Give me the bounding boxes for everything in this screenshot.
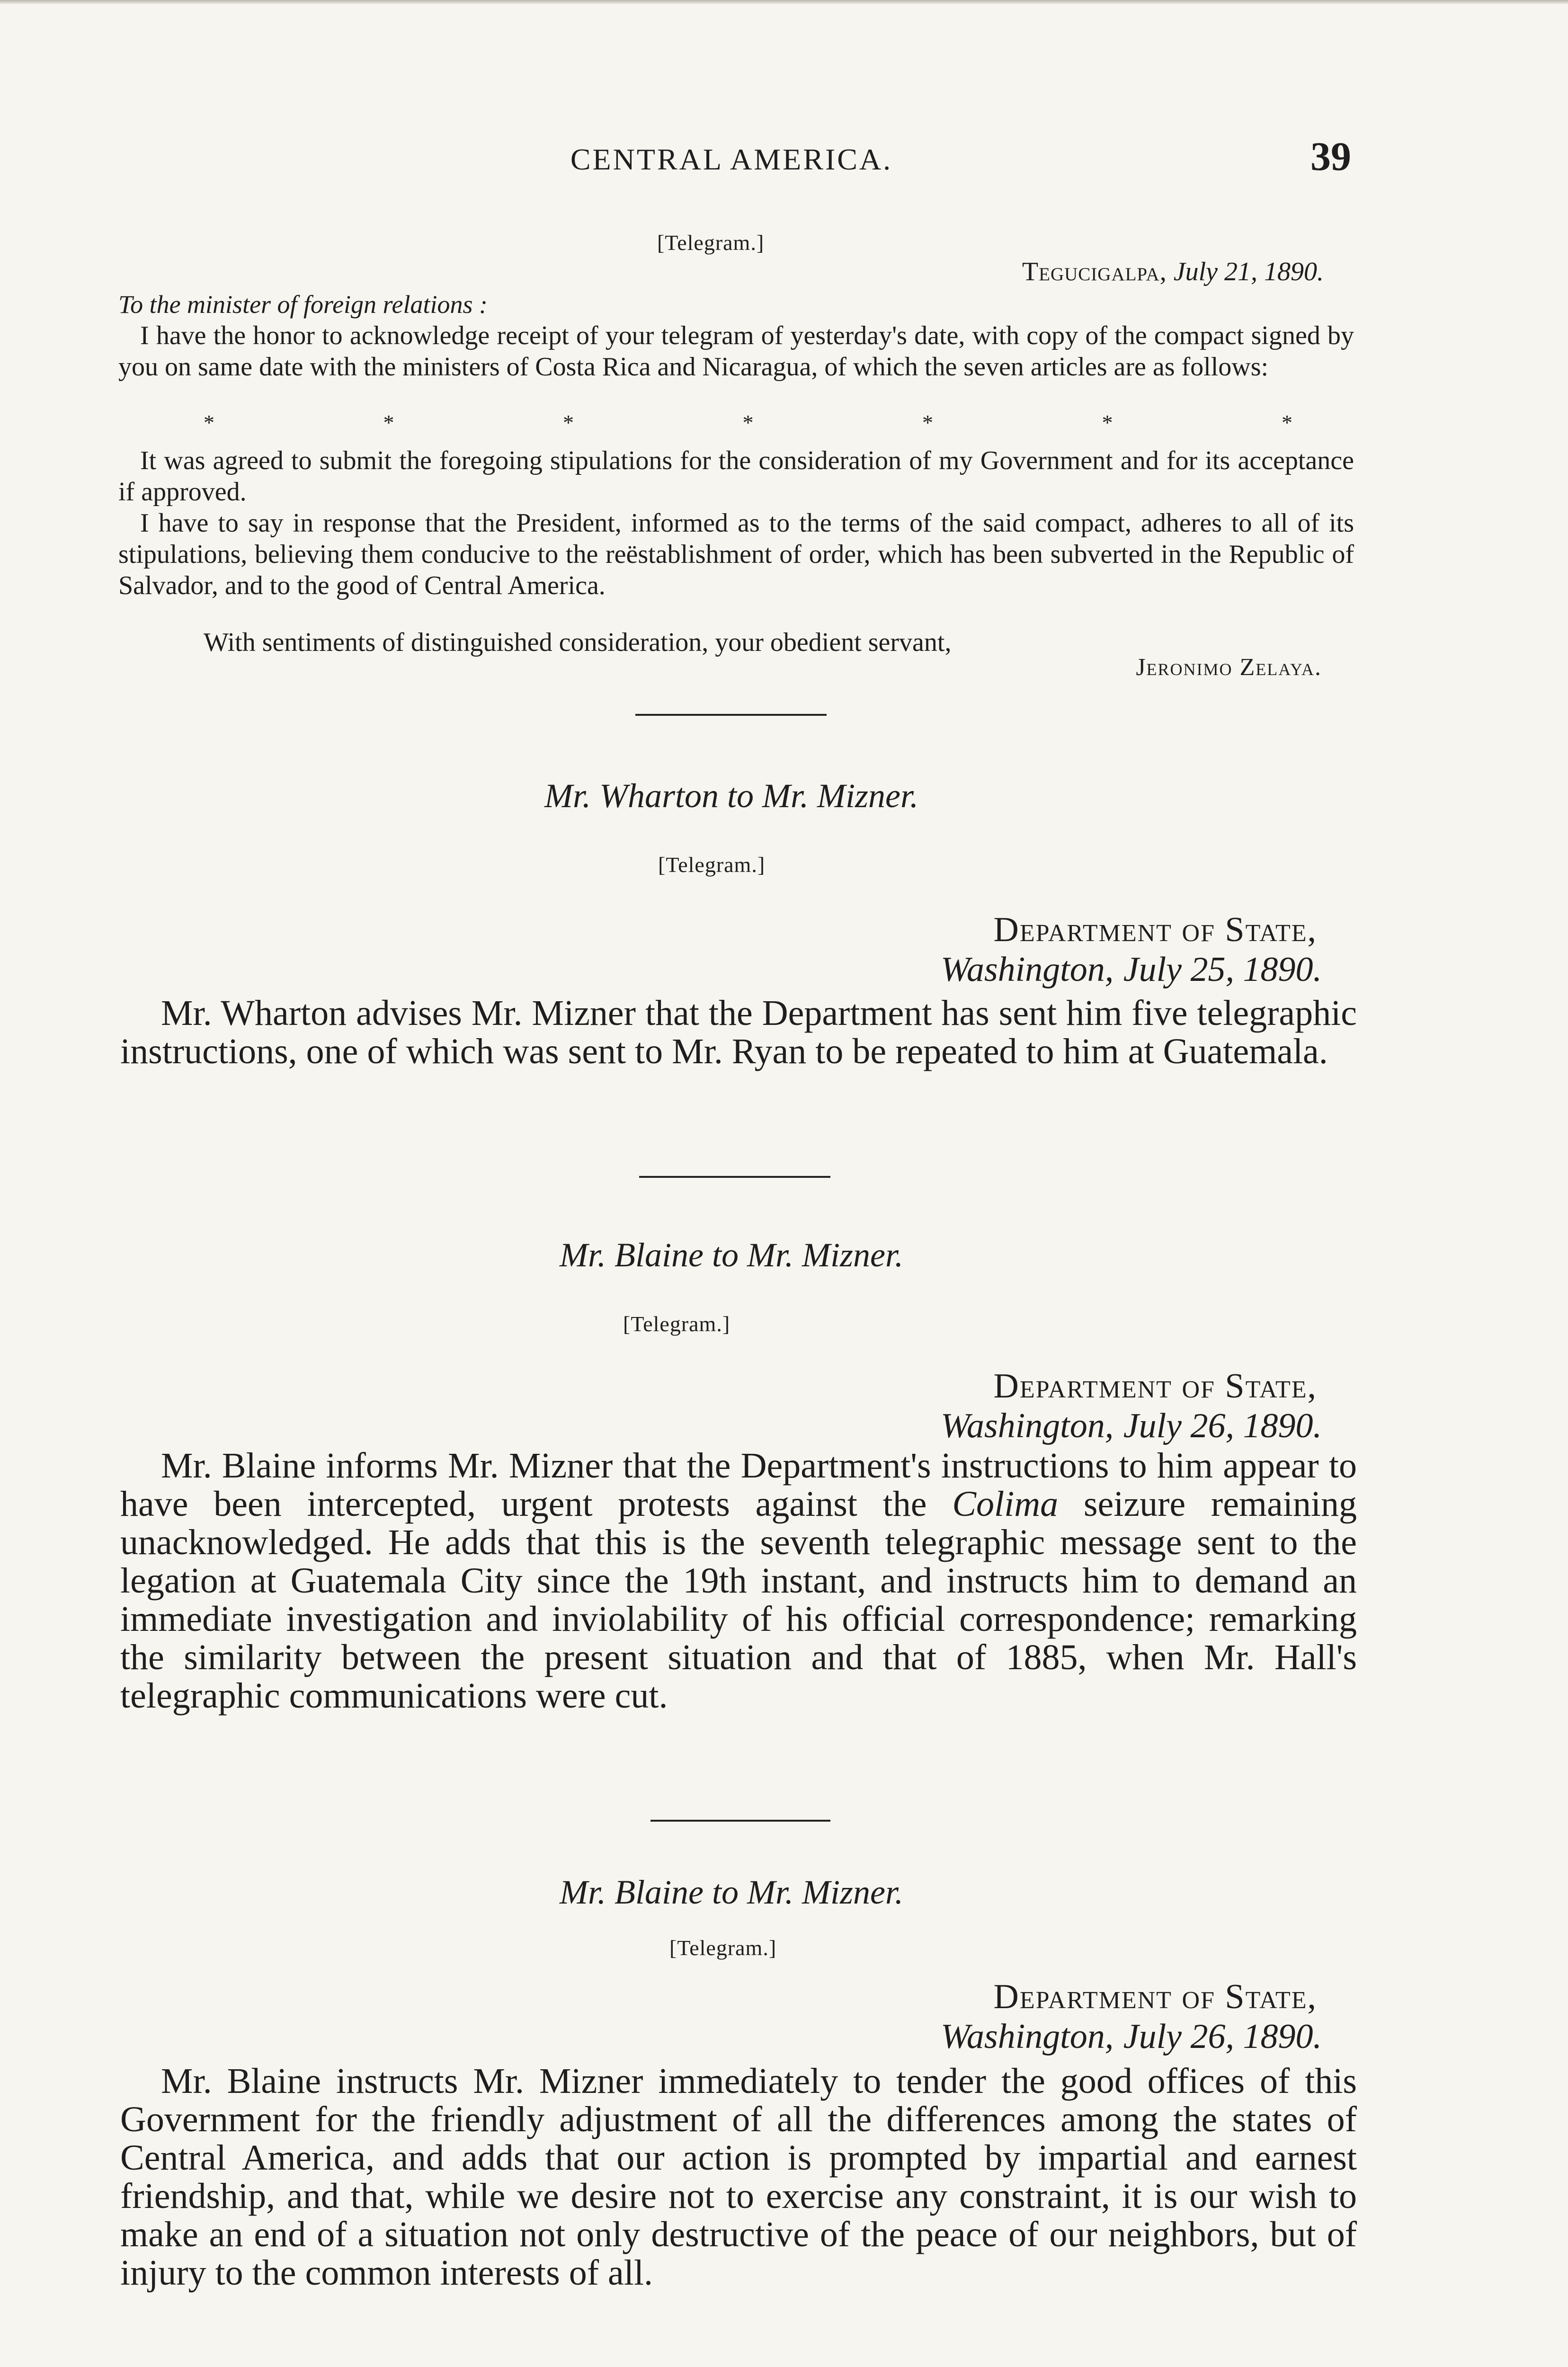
asterisk: *: [563, 410, 574, 435]
signature: Jeronimo Zelaya.: [1136, 654, 1322, 681]
dateline: [941, 1977, 1322, 2056]
dateline-location: Washington, July 26, 1890.: [940, 1406, 1322, 1445]
dateline: [941, 910, 1322, 989]
telegram-tag: [Telegram.]: [658, 853, 766, 877]
asterisk: *: [922, 410, 933, 435]
paragraph: Mr. Blaine informs Mr. Mizner that the Department's instructions to him appear to have been intercepted, urgent protests against the Colima seizure remaining unacknowledged. He adds that this is the seventh telegraphic message sent to the legation at Guatemala City since the 19th instant, and instructs him to demand an immediate investigation and inviolability of his official correspondence; remarking the similarity between the present situation and that of 1885, when Mr. Hall's telegraphic communications were cut.: [120, 1446, 1357, 1716]
dateline-location: Washington, July 25, 1890.: [940, 950, 1322, 989]
paragraph: It was agreed to submit the foregoing stipulations for the consideration of my Government and for its acceptance if approved.: [118, 446, 1354, 507]
dateline: [941, 1366, 1322, 1446]
paragraph: I have the honor to acknowledge receipt of your telegram of yesterday's date, with copy of the compact signed by you on same date with the ministers of Costa Rica and Nicaragua, of which the seven articles are as follows:: [118, 321, 1354, 382]
omission-marks: [204, 410, 1292, 435]
section-divider: [639, 1176, 830, 1178]
dateline: [1022, 257, 1324, 287]
section-divider: [635, 714, 827, 716]
department: Department of State,: [993, 1367, 1317, 1406]
section-heading: Mr. Wharton to Mr. Mizner.: [544, 777, 919, 815]
paragraph: I have to say in response that the President, informed as to the terms of the said compact, adheres to all of its stipulations, believing them conducive to the reëstablishment of order, which has been subverted in the Republic of Salvador, and to the good of Central America.: [118, 508, 1354, 600]
dateline-place: Tegucigalpa,: [1022, 257, 1167, 286]
telegram-tag: [Telegram.]: [623, 1312, 731, 1336]
asterisk: *: [742, 410, 754, 435]
paragraph: Mr. Blaine instructs Mr. Mizner immediately to tender the good offices of this Government for the friendly adjustment of all the differences among the states of Central America, and adds that our action is prompted by impartial and earnest friendship, and that, while we desire not to exercise any constraint, it is our wish to make an end of a situation not only destructive of the peace of our neighbors, but of injury to the common interests of all.: [120, 2061, 1357, 2293]
closing: With sentiments of distinguished consideration, your obedient servant,: [204, 628, 952, 657]
asterisk: *: [383, 410, 394, 435]
page-number: 39: [1310, 133, 1351, 179]
dateline-location: Washington, July 26, 1890.: [940, 2017, 1322, 2056]
section-heading: Mr. Blaine to Mr. Mizner.: [560, 1236, 903, 1274]
paragraph: Mr. Wharton advises Mr. Mizner that the Department has sent him five telegraphic instructions, one of which was sent to Mr. Ryan to be repeated to him at Guatemala.: [120, 993, 1357, 1071]
salutation: To the minister of foreign relations :: [118, 290, 488, 319]
section-heading: Mr. Blaine to Mr. Mizner.: [560, 1873, 903, 1911]
dateline-date: July 21, 1890.: [1173, 257, 1324, 286]
telegram-tag: [Telegram.]: [669, 1936, 777, 1960]
section-divider: [650, 1820, 830, 1822]
scan-edge: [0, 0, 1568, 5]
running-header: CENTRAL AMERICA.: [570, 142, 893, 176]
asterisk: *: [1282, 410, 1292, 435]
telegram-tag: [Telegram.]: [657, 231, 765, 255]
department: Department of State,: [993, 1977, 1317, 2016]
asterisk: *: [1102, 410, 1113, 435]
asterisk: *: [204, 410, 214, 435]
vessel-name: Colima: [952, 1484, 1059, 1524]
department: Department of State,: [993, 910, 1317, 949]
